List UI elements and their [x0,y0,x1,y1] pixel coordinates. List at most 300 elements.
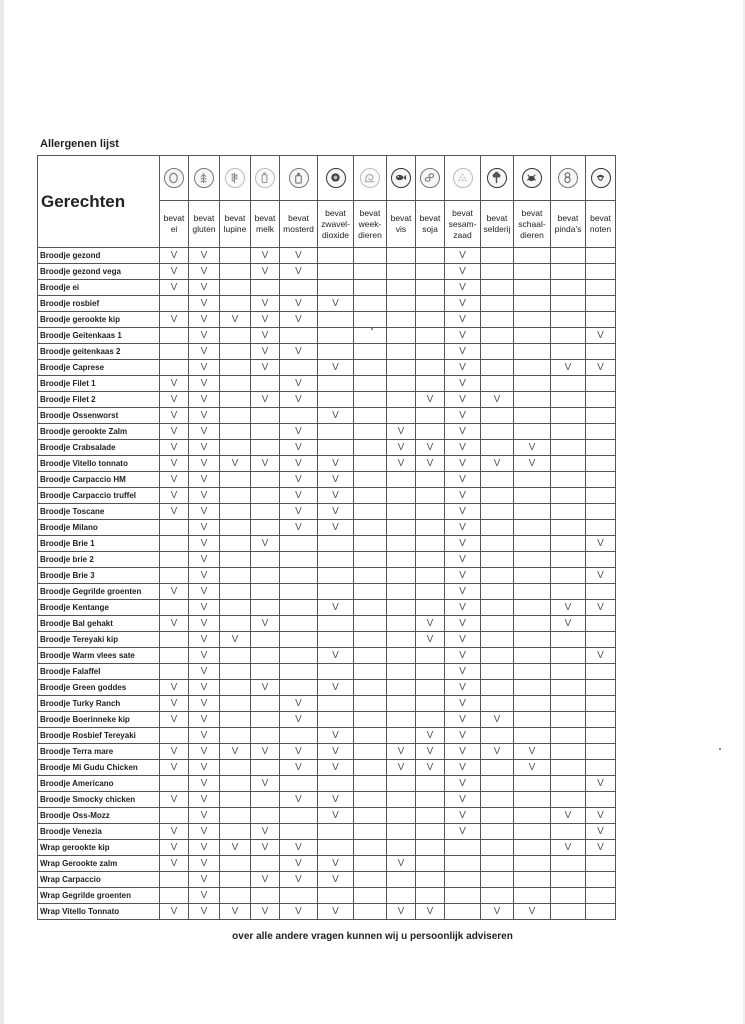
allergen-mark-melk [251,568,280,584]
allergen-mark-lupine [220,328,251,344]
table-row [38,840,616,856]
allergen-mark-zwaveldioxide [318,824,354,840]
allergen-mark-ei: V [160,840,189,856]
allergen-mark-soja [416,264,445,280]
allergen-mark-gluten: V [189,728,220,744]
fish-icon [391,168,411,188]
allergen-mark-ei: V [160,696,189,712]
scan-speck [719,748,721,750]
allergen-mark-selderij [481,872,514,888]
allergen-mark-mosterd: V [280,440,318,456]
allergen-mark-ei: V [160,264,189,280]
allergen-mark-noten [586,280,616,296]
allergen-mark-selderij [481,296,514,312]
allergen-mark-noten: V [586,328,616,344]
dish-name: Broodje Mi Gudu Chicken [38,760,160,776]
dish-name: Broodje Carpaccio truffel [38,488,160,504]
allergen-mark-ei: V [160,424,189,440]
allergen-mark-lupine [220,696,251,712]
table-row [38,856,616,872]
allergen-mark-lupine [220,600,251,616]
allergen-mark-pindas [551,712,586,728]
allergen-mark-selderij: V [481,392,514,408]
table-row [38,440,616,456]
allergen-mark-mosterd: V [280,472,318,488]
allergen-mark-sesamzaad [445,840,481,856]
allergen-mark-pindas [551,424,586,440]
allergen-icon-cell-weekdieren [354,156,387,201]
table-row [38,888,616,904]
allergen-mark-selderij [481,648,514,664]
allergen-label-melk: bevat melk [251,201,280,248]
allergen-mark-soja: V [416,440,445,456]
allergen-mark-melk [251,664,280,680]
dish-name: Broodje Brie 3 [38,568,160,584]
allergen-mark-sesamzaad: V [445,328,481,344]
allergen-mark-schaaldieren [514,408,551,424]
allergen-mark-sesamzaad [445,888,481,904]
allergen-mark-pindas [551,440,586,456]
allergen-mark-melk [251,440,280,456]
allergen-mark-melk [251,632,280,648]
allergen-mark-zwaveldioxide [318,616,354,632]
allergen-mark-mosterd [280,680,318,696]
dish-name: Broodje Terra mare [38,744,160,760]
allergen-mark-vis [387,488,416,504]
allergen-mark-vis [387,296,416,312]
allergen-mark-ei [160,328,189,344]
allergen-mark-ei [160,664,189,680]
allergen-mark-mosterd [280,280,318,296]
allergen-mark-soja [416,424,445,440]
mustard-jar-icon [289,168,309,188]
allergen-mark-gluten: V [189,904,220,920]
allergen-mark-melk: V [251,824,280,840]
allergen-mark-weekdieren [354,568,387,584]
allergen-mark-pindas [551,792,586,808]
allergen-mark-ei: V [160,408,189,424]
table-row [38,280,616,296]
allergen-mark-lupine [220,280,251,296]
allergen-mark-zwaveldioxide: V [318,488,354,504]
allergen-mark-schaaldieren [514,264,551,280]
allergen-mark-ei: V [160,760,189,776]
allergen-mark-selderij [481,264,514,280]
allergen-mark-pindas [551,376,586,392]
allergen-mark-pindas [551,568,586,584]
allergen-mark-soja [416,808,445,824]
allergen-mark-noten [586,728,616,744]
allergen-mark-melk [251,520,280,536]
allergen-mark-melk [251,488,280,504]
allergen-mark-weekdieren [354,584,387,600]
allergen-mark-soja [416,504,445,520]
nut-icon [591,168,611,188]
allergen-mark-noten: V [586,568,616,584]
allergen-mark-selderij [481,280,514,296]
allergen-mark-schaaldieren: V [514,760,551,776]
allergen-mark-weekdieren [354,680,387,696]
allergen-mark-selderij: V [481,712,514,728]
table-row [38,648,616,664]
allergen-mark-sesamzaad: V [445,456,481,472]
table-row [38,600,616,616]
allergen-mark-gluten: V [189,248,220,264]
dish-name: Broodje gerookte kip [38,312,160,328]
allergen-mark-gluten: V [189,296,220,312]
allergen-mark-noten [586,856,616,872]
allergen-mark-melk: V [251,360,280,376]
allergen-mark-schaaldieren [514,872,551,888]
allergen-mark-schaaldieren [514,776,551,792]
allergen-label-ei: bevat ei [160,201,189,248]
allergen-mark-soja [416,888,445,904]
allergen-mark-soja [416,584,445,600]
allergen-mark-sesamzaad: V [445,792,481,808]
icon-row [38,156,616,201]
egg-icon [164,168,184,188]
allergen-mark-gluten: V [189,472,220,488]
allergen-mark-schaaldieren [514,328,551,344]
allergen-mark-vis [387,600,416,616]
allergen-mark-ei: V [160,616,189,632]
allergen-mark-mosterd: V [280,376,318,392]
allergen-mark-vis [387,392,416,408]
table-row [38,760,616,776]
allergen-icon-cell-noten [586,156,616,201]
allergen-mark-melk: V [251,312,280,328]
allergen-mark-vis [387,888,416,904]
allergen-label-mosterd: bevat mosterd [280,201,318,248]
allergen-icon-cell-lupine [220,156,251,201]
allergen-mark-weekdieren [354,632,387,648]
allergen-mark-zwaveldioxide: V [318,904,354,920]
allergen-mark-noten [586,632,616,648]
allergen-mark-weekdieren [354,456,387,472]
allergen-mark-pindas [551,824,586,840]
allergen-mark-vis: V [387,760,416,776]
allergen-mark-sesamzaad: V [445,664,481,680]
allergen-mark-gluten: V [189,856,220,872]
allergen-mark-selderij [481,824,514,840]
dish-name: Broodje Carpaccio HM [38,472,160,488]
allergen-mark-ei [160,776,189,792]
allergen-mark-weekdieren [354,776,387,792]
allergen-mark-vis: V [387,904,416,920]
dish-name: Broodje Caprese [38,360,160,376]
allergen-mark-sesamzaad: V [445,760,481,776]
allergen-mark-lupine [220,408,251,424]
allergen-mark-pindas [551,648,586,664]
soy-bean-icon [420,168,440,188]
allergen-mark-mosterd: V [280,392,318,408]
allergen-mark-schaaldieren [514,856,551,872]
allergen-mark-zwaveldioxide: V [318,856,354,872]
allergen-mark-selderij [481,376,514,392]
allergen-mark-mosterd [280,648,318,664]
allergen-mark-zwaveldioxide: V [318,408,354,424]
table-row [38,664,616,680]
allergen-mark-ei: V [160,440,189,456]
allergen-mark-melk: V [251,392,280,408]
dish-name: Broodje gerookte Zalm [38,424,160,440]
allergen-mark-soja [416,776,445,792]
allergen-mark-zwaveldioxide [318,392,354,408]
allergen-mark-mosterd [280,600,318,616]
allergen-mark-sesamzaad: V [445,376,481,392]
allergen-mark-schaaldieren [514,712,551,728]
allergen-mark-gluten: V [189,696,220,712]
allergen-mark-selderij [481,424,514,440]
allergen-mark-noten [586,408,616,424]
allergen-mark-mosterd [280,552,318,568]
allergen-mark-soja [416,568,445,584]
allergen-mark-schaaldieren [514,696,551,712]
allergen-mark-weekdieren [354,616,387,632]
allergen-mark-lupine [220,296,251,312]
dish-name: Broodje Gegrilde groenten [38,584,160,600]
allergen-mark-selderij [481,328,514,344]
allergen-mark-mosterd: V [280,424,318,440]
allergen-mark-soja: V [416,728,445,744]
allergen-mark-lupine [220,776,251,792]
dish-name: Broodje Warm vlees sate [38,648,160,664]
allergen-mark-pindas [551,312,586,328]
allergen-mark-schaaldieren [514,792,551,808]
allergen-mark-gluten: V [189,488,220,504]
allergen-mark-mosterd [280,664,318,680]
allergen-mark-melk: V [251,904,280,920]
allergen-mark-zwaveldioxide [318,888,354,904]
allergen-mark-schaaldieren [514,424,551,440]
allergen-mark-noten [586,760,616,776]
dish-name: Broodje gezond vega [38,264,160,280]
allergen-mark-pindas [551,264,586,280]
allergen-icon-cell-sesamzaad [445,156,481,201]
allergen-mark-gluten: V [189,872,220,888]
allergen-mark-zwaveldioxide [318,344,354,360]
allergen-mark-noten [586,248,616,264]
allergen-mark-melk: V [251,456,280,472]
allergen-mark-schaaldieren [514,632,551,648]
table-row [38,616,616,632]
allergen-mark-mosterd: V [280,840,318,856]
allergen-mark-soja [416,312,445,328]
allergen-mark-sesamzaad: V [445,600,481,616]
allergen-mark-gluten: V [189,744,220,760]
allergen-mark-lupine [220,440,251,456]
allergen-mark-zwaveldioxide [318,840,354,856]
allergen-mark-mosterd [280,888,318,904]
allergen-mark-melk [251,504,280,520]
allergen-mark-selderij [481,696,514,712]
allergen-mark-mosterd: V [280,488,318,504]
footer-note: over alle andere vragen kunnen wij u persoonlijk adviseren [232,931,513,942]
allergen-mark-selderij [481,760,514,776]
allergen-mark-pindas [551,680,586,696]
allergen-mark-selderij [481,584,514,600]
allergen-mark-vis [387,552,416,568]
allergen-mark-gluten: V [189,536,220,552]
allergen-icon-cell-soja [416,156,445,201]
allergen-mark-zwaveldioxide [318,376,354,392]
allergen-mark-lupine [220,248,251,264]
allergen-mark-lupine [220,888,251,904]
allergen-mark-noten: V [586,808,616,824]
allergen-mark-soja [416,376,445,392]
allergen-mark-weekdieren [354,440,387,456]
wheat-icon [194,168,214,188]
allergen-mark-lupine: V [220,840,251,856]
allergen-mark-lupine [220,584,251,600]
allergen-mark-weekdieren [354,872,387,888]
allergen-mark-vis: V [387,744,416,760]
allergen-mark-pindas [551,536,586,552]
allergen-mark-weekdieren [354,760,387,776]
allergen-mark-zwaveldioxide [318,328,354,344]
table-row [38,728,616,744]
allergen-mark-noten [586,680,616,696]
allergen-mark-zwaveldioxide: V [318,744,354,760]
allergen-mark-ei: V [160,280,189,296]
allergen-mark-noten [586,488,616,504]
dish-name: Broodje brie 2 [38,552,160,568]
allergen-mark-zwaveldioxide: V [318,648,354,664]
allergen-mark-ei: V [160,824,189,840]
allergen-mark-noten [586,296,616,312]
sulphite-icon [326,168,346,188]
allergen-mark-mosterd: V [280,264,318,280]
allergen-mark-sesamzaad: V [445,632,481,648]
allergen-mark-weekdieren [354,696,387,712]
allergen-mark-weekdieren [354,360,387,376]
dish-name: Broodje geitenkaas 2 [38,344,160,360]
allergen-mark-vis: V [387,440,416,456]
allergen-mark-weekdieren [354,664,387,680]
allergen-mark-vis [387,536,416,552]
allergen-mark-ei: V [160,248,189,264]
allergen-mark-sesamzaad: V [445,536,481,552]
allergen-mark-selderij: V [481,456,514,472]
allergen-mark-vis [387,248,416,264]
allergen-mark-noten [586,552,616,568]
allergen-mark-schaaldieren [514,568,551,584]
table-row [38,456,616,472]
allergen-mark-gluten: V [189,584,220,600]
allergen-mark-ei: V [160,488,189,504]
allergen-mark-pindas: V [551,808,586,824]
allergen-mark-schaaldieren [514,600,551,616]
allergen-mark-lupine: V [220,744,251,760]
allergen-mark-noten [586,664,616,680]
dish-name: Broodje Americano [38,776,160,792]
allergen-mark-weekdieren [354,744,387,760]
allergen-mark-mosterd: V [280,344,318,360]
allergen-mark-noten [586,472,616,488]
allergen-mark-selderij [481,632,514,648]
allergen-mark-ei [160,344,189,360]
allergen-mark-sesamzaad: V [445,248,481,264]
allergen-mark-noten [586,264,616,280]
allergen-mark-vis [387,264,416,280]
allergen-mark-soja: V [416,744,445,760]
table-row [38,904,616,920]
allergen-mark-mosterd: V [280,712,318,728]
allergen-mark-pindas [551,392,586,408]
allergen-mark-gluten: V [189,680,220,696]
allergen-mark-pindas: V [551,616,586,632]
allergen-mark-soja [416,712,445,728]
allergen-mark-sesamzaad: V [445,808,481,824]
allergen-mark-soja [416,248,445,264]
allergen-mark-zwaveldioxide: V [318,600,354,616]
allergen-mark-soja [416,472,445,488]
allergen-mark-vis [387,792,416,808]
allergen-mark-gluten: V [189,520,220,536]
table-row [38,488,616,504]
allergen-mark-selderij [481,568,514,584]
table-row [38,296,616,312]
allergen-mark-vis [387,680,416,696]
allergen-mark-selderij: V [481,904,514,920]
allergen-mark-sesamzaad: V [445,696,481,712]
allergen-mark-weekdieren [354,408,387,424]
allergen-mark-lupine: V [220,312,251,328]
table-row [38,536,616,552]
allergen-mark-sesamzaad: V [445,584,481,600]
allergen-mark-vis [387,824,416,840]
allergen-mark-soja [416,296,445,312]
allergen-mark-melk: V [251,776,280,792]
allergen-mark-schaaldieren: V [514,440,551,456]
allergen-mark-soja [416,856,445,872]
allergen-mark-schaaldieren [514,616,551,632]
allergen-mark-sesamzaad: V [445,648,481,664]
allergen-mark-gluten: V [189,424,220,440]
allergen-mark-sesamzaad: V [445,520,481,536]
allergen-mark-melk: V [251,536,280,552]
allergen-mark-melk: V [251,840,280,856]
dish-name: Broodje Filet 2 [38,392,160,408]
allergen-mark-ei: V [160,456,189,472]
allergen-mark-vis [387,472,416,488]
allergen-mark-mosterd [280,328,318,344]
allergen-mark-weekdieren [354,904,387,920]
allergen-mark-noten [586,504,616,520]
allergen-mark-soja [416,280,445,296]
dish-name: Broodje Brie 1 [38,536,160,552]
allergen-mark-sesamzaad: V [445,408,481,424]
allergen-mark-schaaldieren [514,808,551,824]
allergen-mark-zwaveldioxide [318,440,354,456]
allergen-mark-weekdieren [354,328,387,344]
allergen-mark-melk [251,552,280,568]
allergen-mark-schaaldieren [514,584,551,600]
allergen-mark-noten: V [586,824,616,840]
allergen-mark-zwaveldioxide [318,584,354,600]
allergen-mark-sesamzaad: V [445,680,481,696]
allergen-mark-zwaveldioxide: V [318,296,354,312]
allergen-mark-schaaldieren [514,824,551,840]
table-row [38,360,616,376]
allergen-mark-zwaveldioxide: V [318,872,354,888]
allergen-mark-pindas [551,632,586,648]
dish-name: Broodje Crabsalade [38,440,160,456]
dish-name: Broodje Ossenworst [38,408,160,424]
allergen-mark-ei: V [160,504,189,520]
allergen-mark-soja [416,520,445,536]
scan-speck [371,328,373,330]
